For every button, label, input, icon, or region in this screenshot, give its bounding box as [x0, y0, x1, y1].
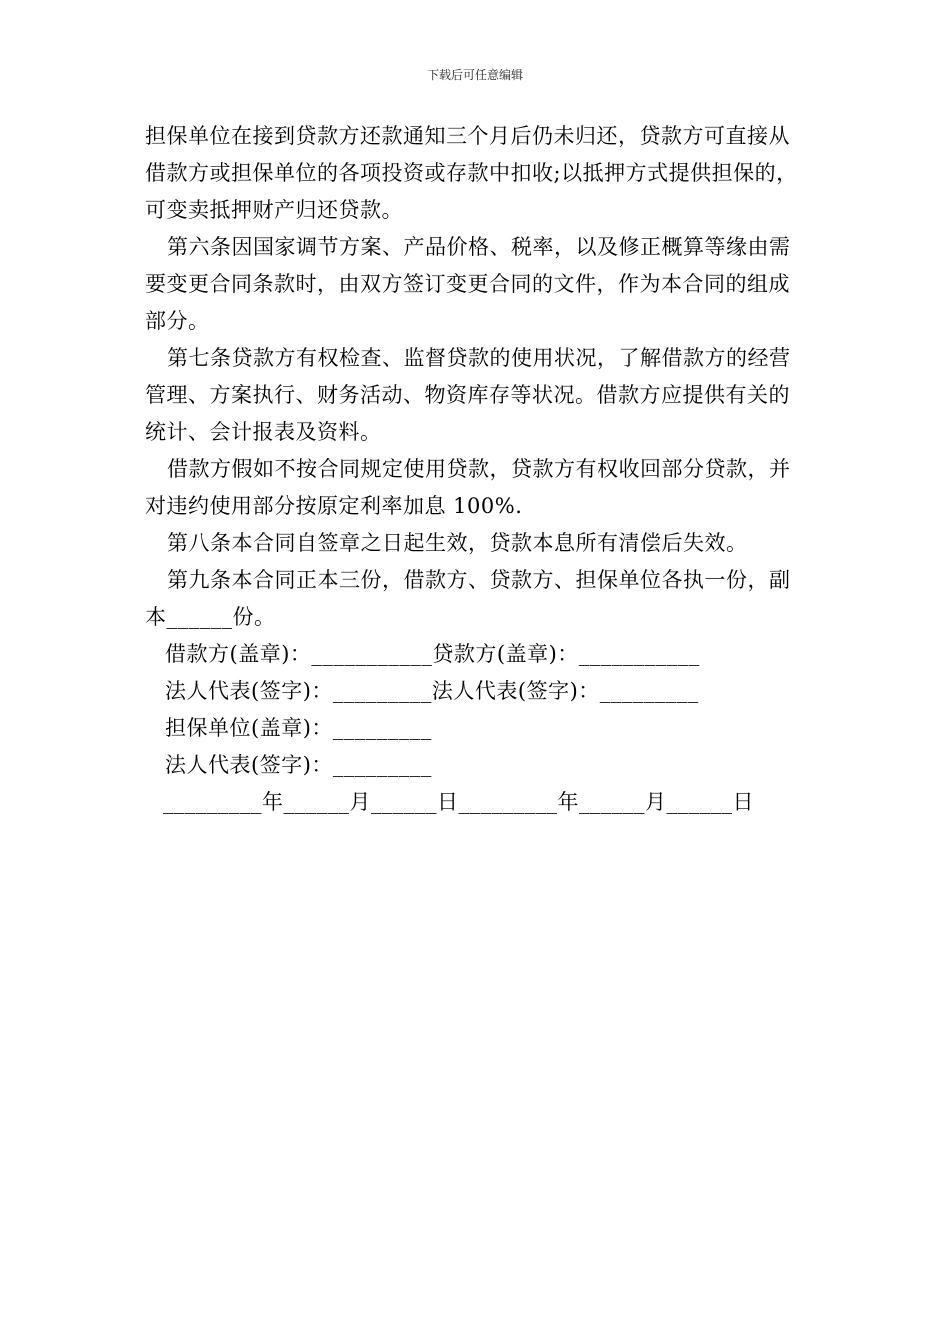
- paragraph-article-6: 第六条因国家调节方案、产品价格、税率，以及修正概算等缘由需要变更合同条款时，由双方签订变更合同的文件，作为本合同的组成部分。: [145, 235, 791, 333]
- paragraph-article-9: 第九条本合同正本三份，借款方、贷款方、担保单位各执一份，副本______份。: [145, 568, 791, 629]
- signature-guarantor: 担保单位(盖章)：_________: [165, 716, 432, 740]
- signature-guarantor-rep: 法人代表(签字)：_________: [165, 753, 432, 777]
- paragraph-guarantee-deduction: 担保单位在接到贷款方还款通知三个月后仍未归还，贷款方可直接从借款方或担保单位的各项投资或存款中扣收;以抵押方式提供担保的，可变卖抵押财产归还贷款。: [145, 124, 798, 222]
- paragraph-misuse-penalty: 借款方假如不按合同规定使用贷款，贷款方有权收回部分贷款，并对违约使用部分按原定利率加息 100%.: [145, 457, 791, 518]
- page-header: 下载后可任意编辑: [426, 68, 523, 82]
- signature-borrower-lender: 借款方(盖章)：___________贷款方(盖章)：___________: [165, 642, 700, 666]
- paragraph-article-7: 第七条贷款方有权检查、监督贷款的使用状况，了解借款方的经营管理、方案执行、财务活动、物资库存等状况。借款方应提供有关的统计、会计报表及资料。: [145, 346, 791, 444]
- signature-legal-reps: 法人代表(签字)：_________法人代表(签字)：_________: [165, 679, 699, 703]
- date-line: _________年______月______日_________年______月______日: [163, 790, 754, 814]
- document-body: [145, 118, 807, 821]
- paragraph-article-8: 第八条本合同自签章之日起生效，贷款本息所有清偿后失效。: [167, 531, 748, 555]
